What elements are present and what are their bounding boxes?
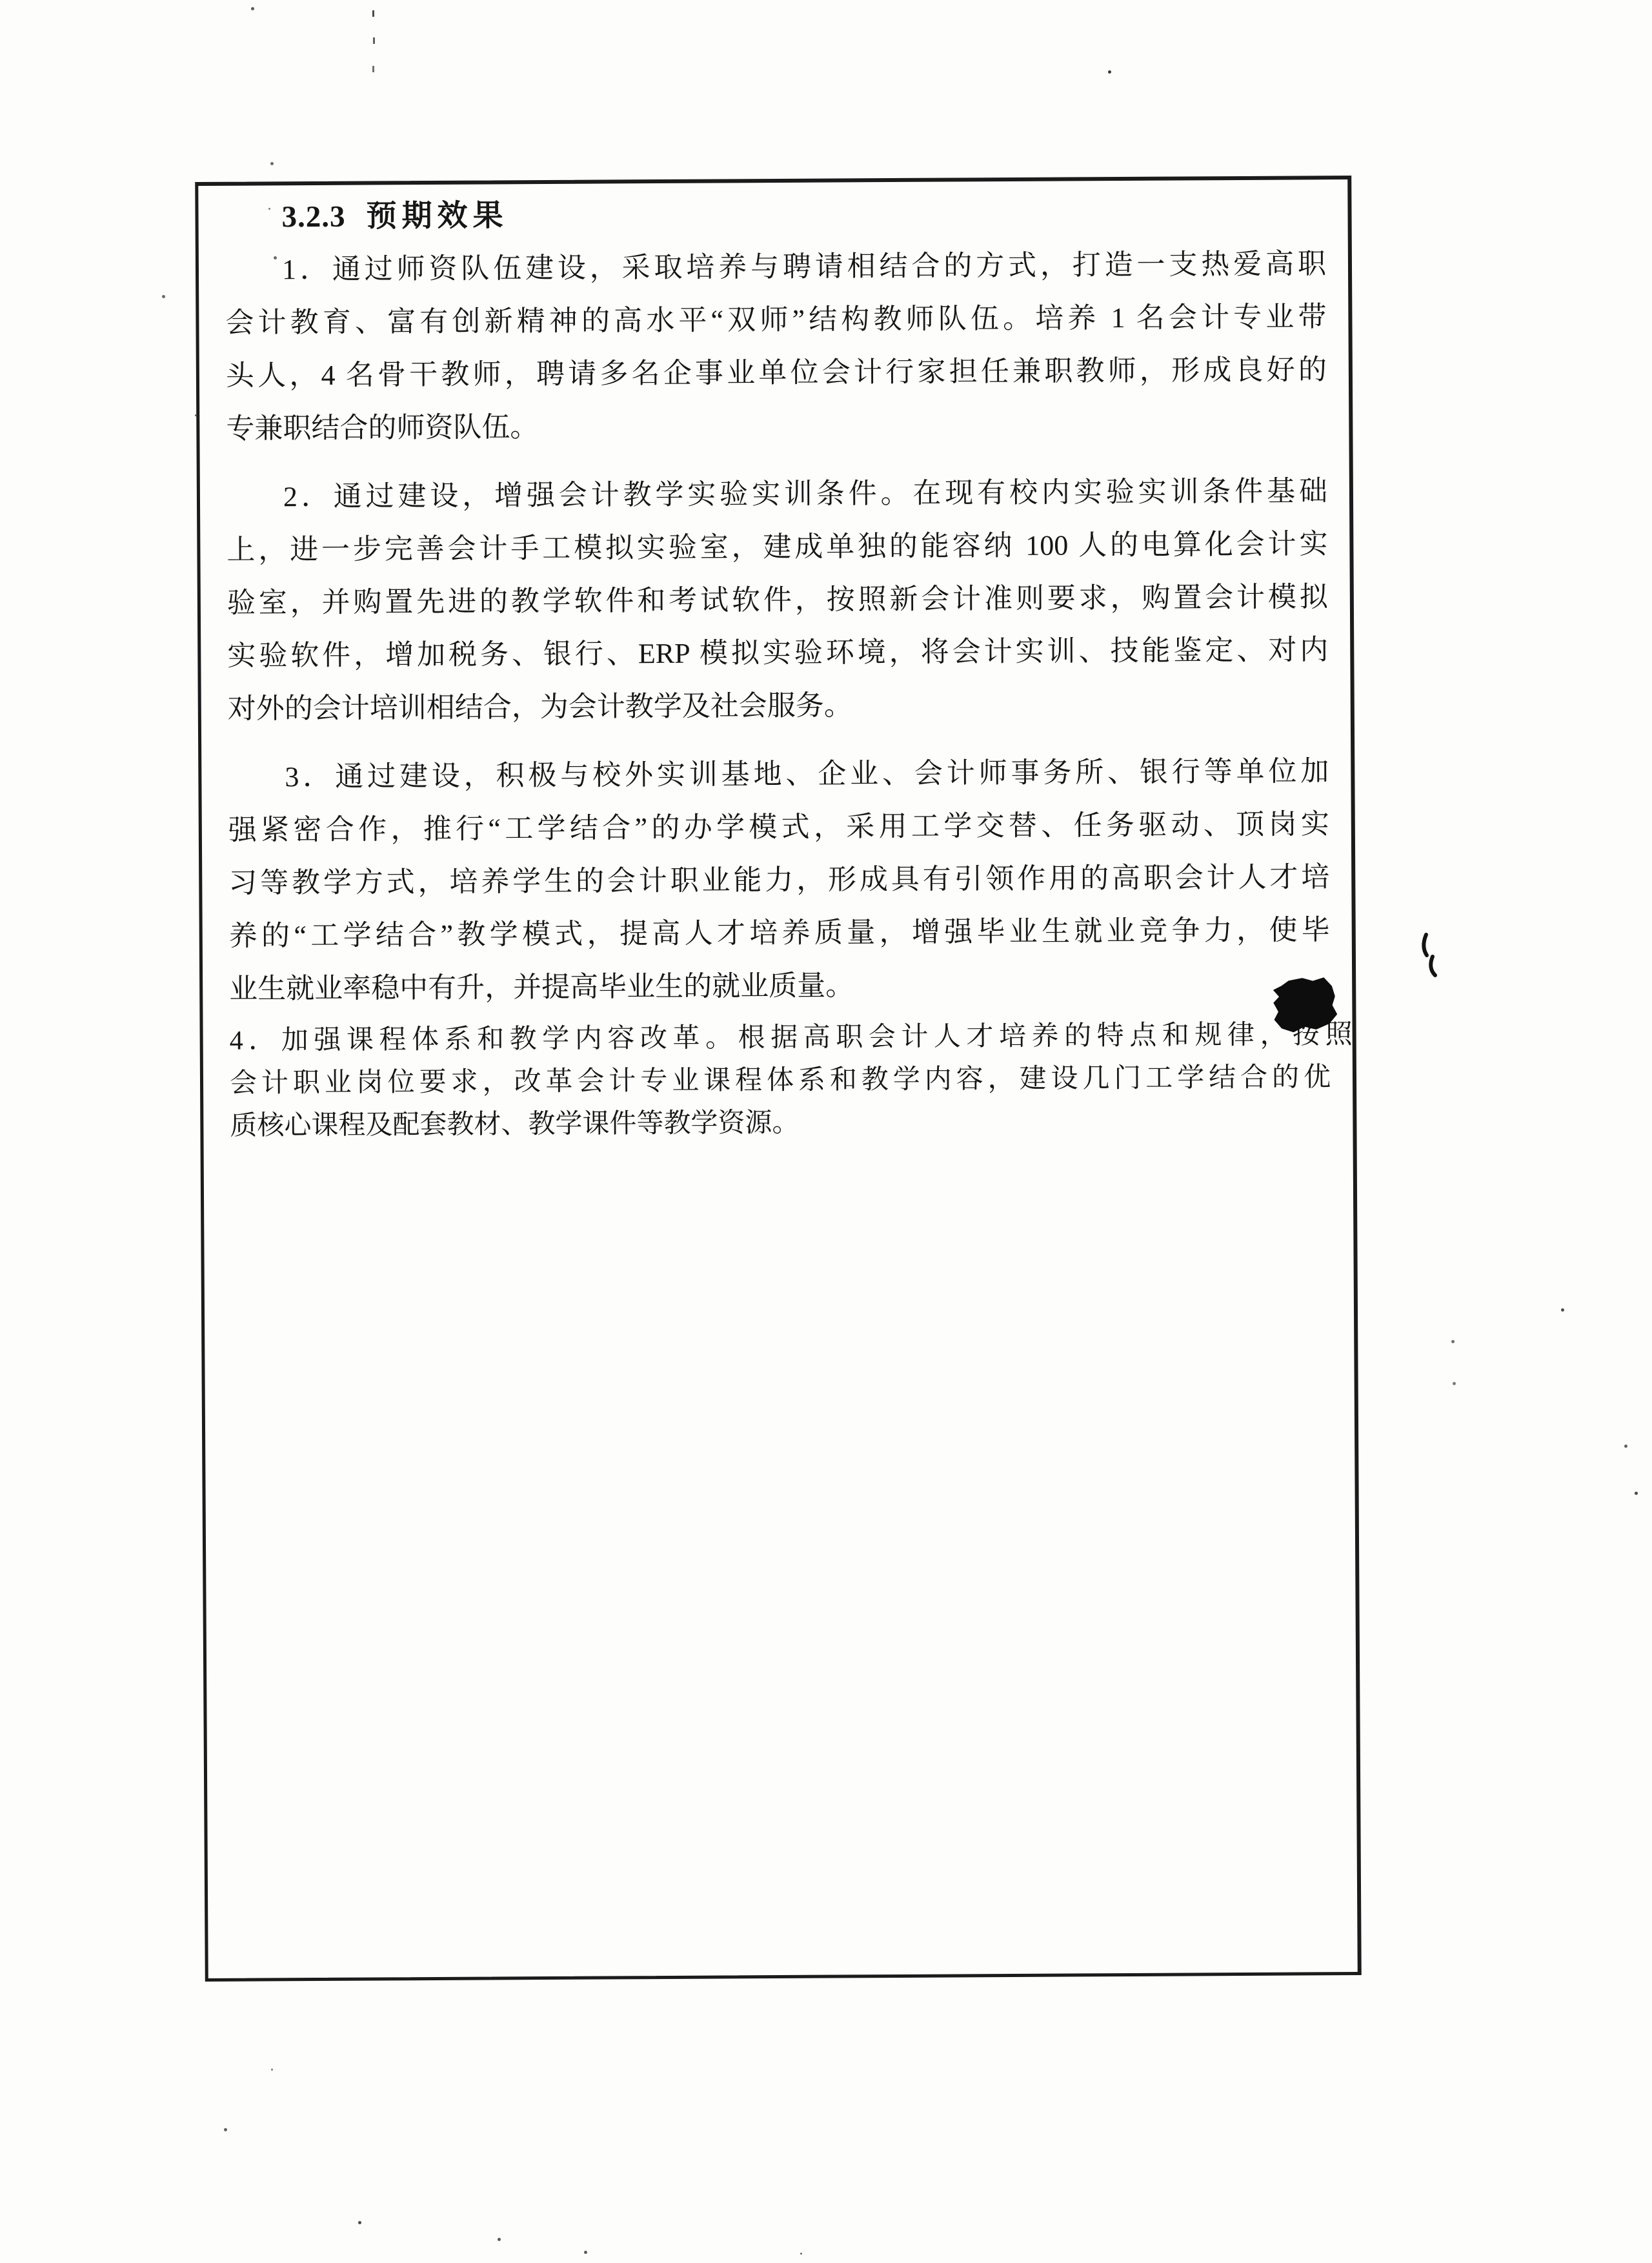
paragraph-3 bbox=[228, 745, 1330, 1016]
text-line: 强紧密合作，推行“工学结合”的办学模式，采用工学交替、任务驱动、顶岗实 bbox=[228, 808, 1329, 846]
handwritten-margin-mark bbox=[1418, 932, 1442, 979]
text-line: 养的“工学结合”教学模式，提高人才培养质量，增强毕业生就业竞争力，使毕 bbox=[228, 914, 1330, 952]
text-line: 上，进一步完善会计手工模拟实验室，建成单独的能容纳 100 人的电算化会计实 bbox=[227, 528, 1328, 566]
text-line: 验室，并购置先进的教学软件和考试软件，按照新会计准则要求，购置会计模拟 bbox=[227, 581, 1328, 619]
text-line: 4．加强课程体系和教学内容改革。根据高职会计人才培养的特点和规律，按照 bbox=[229, 1020, 1353, 1056]
paragraph-1 bbox=[225, 238, 1327, 456]
text-line: 对外的会计培训相结合，为会计教学及社会服务。 bbox=[227, 689, 852, 725]
paragraph-2 bbox=[227, 465, 1329, 736]
text-line: 会计职业岗位要求，改革会计专业课程体系和教学内容，建设几门工学结合的优 bbox=[229, 1062, 1331, 1099]
text-line: 会计教育、富有创新精神的高水平“双师”结构教师队伍。培养 1 名会计专业带 bbox=[225, 301, 1327, 339]
text-line: 2．通过建设，增强会计教学实验实训条件。在现有校内实验实训条件基础 bbox=[283, 475, 1328, 513]
text-line: 质核心课程及配套教材、教学课件等教学资源。 bbox=[230, 1108, 800, 1141]
text-line: 习等教学方式，培养学生的会计职业能力，形成具有引领作用的高职会计人才培 bbox=[228, 861, 1330, 899]
section-number: 3.2.3 bbox=[281, 199, 346, 234]
text-line: 3．通过建设，积极与校外实训基地、企业、会计师事务所、银行等单位加 bbox=[285, 755, 1329, 793]
text-line: 头人，4 名骨干教师，聘请多名企事业单位会计行家担任兼职教师，形成良好的 bbox=[225, 354, 1327, 392]
text-line: 1．通过师资队伍建设，采取培养与聘请相结合的方式，打造一支热爱高职 bbox=[281, 248, 1327, 286]
table-cell-border bbox=[195, 176, 1362, 1982]
section-heading bbox=[225, 192, 1325, 236]
scan-noise-dashes bbox=[0, 0, 2, 6]
text-line: 实验软件，增加税务、银行、ERP 模拟实验环境，将会计实训、技能鉴定、对内 bbox=[227, 634, 1329, 672]
paragraph-4 bbox=[229, 1013, 1353, 1148]
section-title: 预期效果 bbox=[366, 199, 509, 234]
text-line: 业生就业率稳中有升，并提高毕业生的就业质量。 bbox=[229, 969, 854, 1005]
text-line: 专兼职结合的师资队伍。 bbox=[226, 411, 539, 445]
